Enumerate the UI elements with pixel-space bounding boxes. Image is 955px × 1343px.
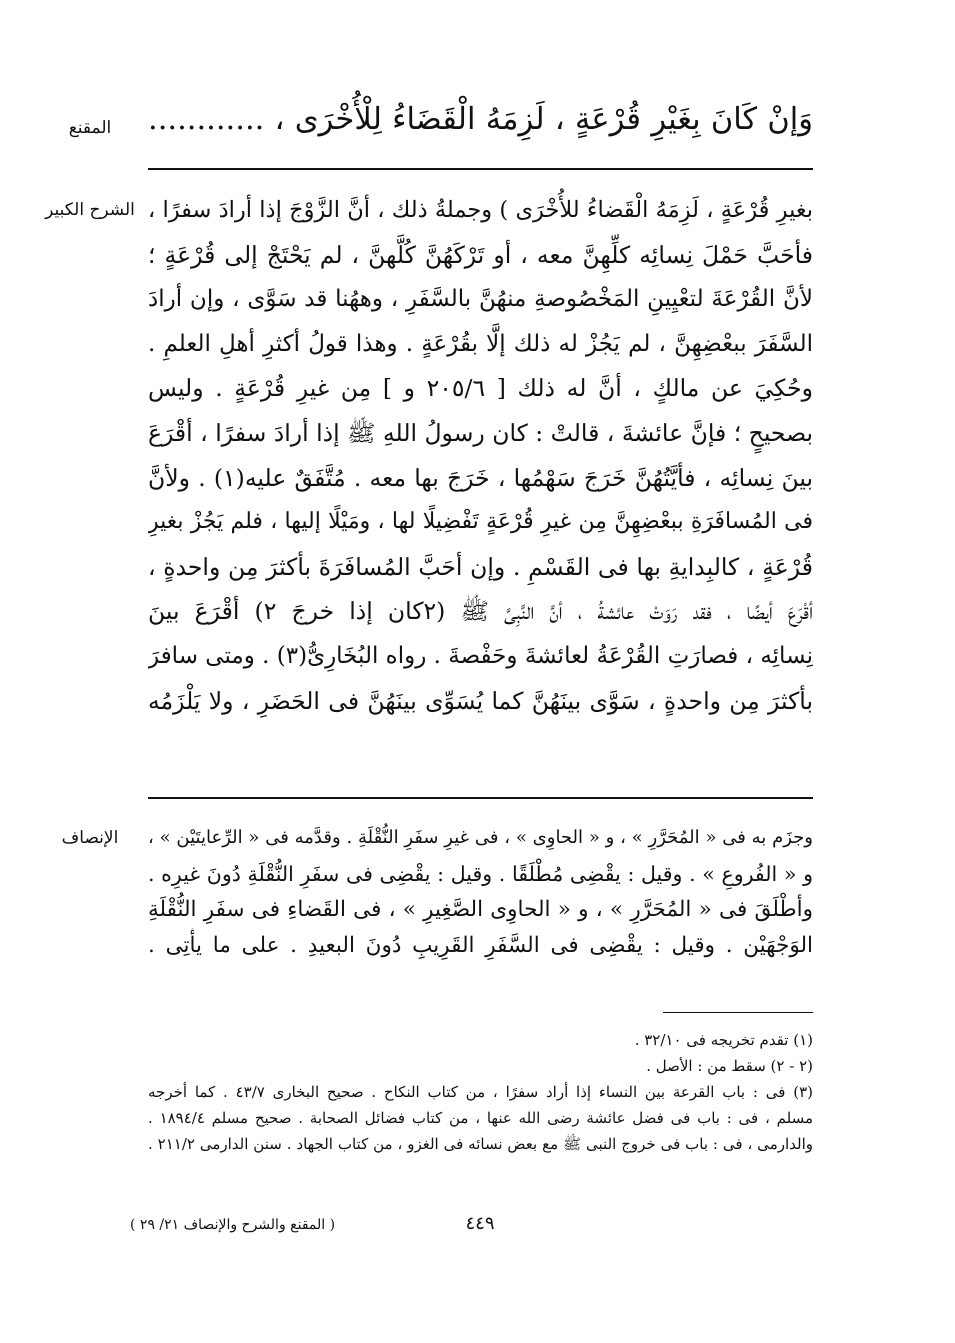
sharh-line: أقْرَعَ أيضًا ، فقد رَوَتْ عائشةُ ، أنَّ النَّبِىَّ ﷺ (٢كان إذا خرجَ ٢) أقْرَعَ بينَ bbox=[148, 597, 813, 626]
label-muqni: المقنع bbox=[68, 118, 112, 138]
muqni-line: وَإنْ كَانَ بِغَيْرِ قُرْعَةٍ ، لَزِمَهُ الْقَضَاءُ لِلْأُخْرَى ، ............ bbox=[148, 102, 813, 137]
insaf-line: وجزَم به فى « المُحَرَّرِ » ، و « الحاوِى » ، فى غيرِ سفَرِ النُّقْلَةِ . وقدَّمه فى « الرِّعايتَيْن » ، bbox=[148, 827, 813, 848]
sharh-line: بغيرِ قُرْعَةٍ ، لَزِمَهُ الْقَضاءُ للأُخْرَى ) وجملةُ ذلك ، أنَّ الزَّوْجَ إذا أرادَ سفرًا ، bbox=[148, 197, 813, 223]
sharh-line: فأحَبَّ حَمْلَ نِسائِه كلِّهِنَّ معه ، أو تَرْكَهُنَّ كُلَّهنَّ ، لم يَحْتَجْ إلى قُرْعَةٍ ؛ bbox=[148, 240, 813, 269]
sharh-line: قُرْعَةٍ ، كالبِدايةِ بها فى القَسْمِ . وإن أحَبَّ المُسافَرَةَ بأكثرَ مِن واحدةٍ ، bbox=[148, 552, 813, 581]
volume-reference: ( المقنع والشرح والإنصاف ٢١/ ٢٩ ) bbox=[130, 1217, 336, 1233]
footnote-1: (١) تقدم تخريجه فى ٣٢/١٠ . bbox=[634, 1031, 813, 1049]
sharh-line: بصحيحٍ ؛ فإنَّ عائشةَ ، قالتْ : كان رسولُ اللهِ ﷺ إذا أرادَ سفرًا ، أقْرَعَ bbox=[148, 418, 813, 447]
sharh-line: نِسائِه ، فصارَتِ القُرْعَةُ لعائشةَ وحَفْصةَ . رواه البُخَارِىُّ(٣) . ومتى سافرَ bbox=[148, 642, 813, 669]
insaf-line: وأطْلَقَ فى « المُحَرَّرِ » ، و « الحاوِى الصَّغِيرِ » ، فى القَضاءِ فى سفَرِ النُّقْلَةِ bbox=[148, 897, 813, 922]
footnotes bbox=[148, 1027, 813, 1157]
page-number: ٤٤٩ bbox=[465, 1213, 495, 1234]
sharh-line: وحُكِيَ عن مالكٍ ، أنَّ له ذلك [ ٢٠٥/٦ و ] مِن غيرِ قُرْعَةٍ . وليس bbox=[148, 374, 813, 403]
footnote-3: (٣) فى : باب القرعة بين النساء إذا أراد سفرًا ، من كتاب النكاح . صحيح البخارى ٤٣/٧ . كما أخرجه bbox=[148, 1083, 813, 1101]
footnote-rule bbox=[663, 1012, 813, 1013]
sharh-line: السَّفَرَ ببعْضِهِنَّ ، لم يَجُزْ له ذلك إلَّا بقُرْعَةٍ . وهذا قولُ أكثرِ أهلِ العلمِ . bbox=[148, 330, 813, 357]
insaf-line: و « الفُروعِ » . وقيل : يقْضِى مُطْلَقًا . وقيل : يقْضِى فى سفَرِ النُّقْلَةِ دُونَ غيرِه . bbox=[148, 862, 813, 886]
footnote-2: (٢ - ٢) سقط من : الأصل . bbox=[646, 1057, 813, 1075]
sharh-line: لأنَّ القُرْعَةَ لتعْيِينِ المَخْصُوصةِ منهُنَّ بالسَّفَرِ ، وههُنا قد سَوَّى ، وإن أرادَ bbox=[148, 286, 813, 313]
sharh-line: فى المُسافَرَةِ ببعْضِهِنَّ مِن غيرِ قُرْعَةٍ تَفْضِيلًا لها ، ومَيْلًا إليها ، فلم يَجُزْ بغيرِ bbox=[148, 509, 813, 535]
rule-top bbox=[148, 168, 813, 170]
footnote-3-cont: والدارمى ، فى : باب فى خروج النبى ﷺ مع بعض نسائه فى الغزو ، من كتاب الجهاد . سنن الدارمى ٢١١/٢ . bbox=[148, 1135, 813, 1153]
sharh-kabir-text bbox=[148, 188, 813, 723]
label-sharh-kabir: الشرح الكبير bbox=[45, 200, 135, 220]
footnote-3-cont: مسلم ، فى : باب فى فضل عائشة رضى الله عنها ، من كتاب فضائل الصحابة . صحيح مسلم ١٨٩٤/٤ . bbox=[148, 1109, 813, 1127]
insaf-line: الوَجْهَيْن . وقيل : يقْضِى فى السَّفَرِ القَرِيبِ دُونَ البعيدِ . على ما يأْتِى . bbox=[148, 933, 813, 958]
sharh-line: بأكثرَ مِن واحدةٍ ، سَوَّى بينَهُنَّ كما يُسَوِّى بينَهُنَّ فى الحَضَرِ ، ولا يَلْزَمُه bbox=[148, 686, 813, 715]
label-insaf: الإنصاف bbox=[61, 828, 119, 848]
muqni-text bbox=[148, 90, 813, 150]
rule-middle bbox=[148, 797, 813, 799]
sharh-line: بينَ نِسائِه ، فأيَّتُهُنَّ خَرَجَ سَهْمُها ، خَرَجَ بها معه . مُتَّفَقٌ عليه(١) . ولأنَّ bbox=[148, 463, 813, 492]
insaf-text bbox=[148, 820, 813, 964]
